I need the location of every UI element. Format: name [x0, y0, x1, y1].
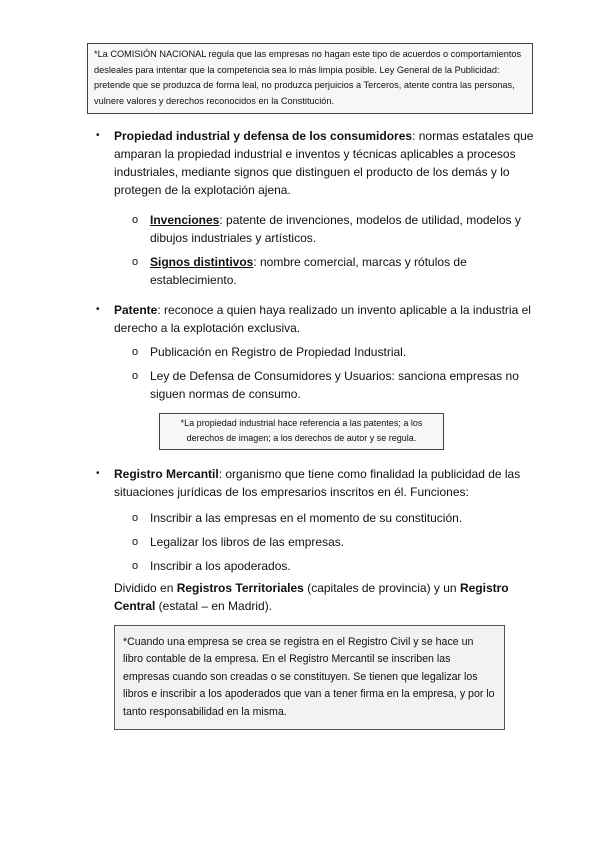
- registros-territoriales: Registros Territoriales: [176, 581, 304, 595]
- sub-bullet-icon: o: [132, 346, 139, 358]
- publicacion-text: Publicación en Registro de Propiedad Industrial.: [150, 345, 407, 359]
- sub-bullet-icon: o: [132, 256, 139, 268]
- sub-item-invenciones: [132, 211, 536, 247]
- dividido-part2: (capitales de provincia) y un: [303, 581, 460, 595]
- signos-title: Signos distintivos: [150, 255, 254, 269]
- patente-paragraph: [114, 301, 536, 337]
- section-patente: [96, 301, 536, 403]
- sub-item-ley-defensa: [132, 367, 536, 403]
- dividido-part3: (estatal – en Madrid).: [155, 599, 273, 613]
- note-propiedad-industrial: *La propiedad industrial hace referencia a las patentes; a los derechos de imagen; a los derechos de autor y se regula.: [159, 413, 444, 450]
- registro-central: Registro Central: [114, 581, 509, 613]
- sub-item-inscribir-apoderados: [132, 557, 536, 575]
- sub-bullet-icon: o: [132, 536, 139, 548]
- propiedad-title: Propiedad industrial y defensa de los consumidores: [114, 129, 413, 143]
- signos-text: : nombre comercial, marcas y rótulos de establecimiento.: [150, 255, 467, 287]
- bullet-icon: •: [96, 304, 100, 315]
- propiedad-paragraph: [114, 127, 536, 199]
- sub-bullet-icon: o: [132, 370, 139, 382]
- bullet-icon: •: [96, 130, 100, 141]
- propiedad-text: : normas estatales que amparan la propiedad industrial e inventos y técnicas aplicables a procesos industriales, mediante signos que distinguen el producto de los demás y lo protegen de la explotación ajena.: [114, 129, 534, 197]
- dividido-part1: Dividido en: [114, 581, 177, 595]
- note-comision-nacional: *La COMISIÓN NACIONAL regula que las empresas no hagan este tipo de acuerdos o comportamientos desleales para intentar que la competencia sea lo más limpia posible. Ley General de la Publicidad: pretende que se produzca de forma leal, no produzca perjuicios a Terceros, atente contra las personas, vulnere valores y derechos reconocidos en la Constitución.: [87, 43, 533, 114]
- inscribir-apoderados-text: Inscribir a los apoderados.: [150, 559, 291, 573]
- legalizar-libros-text: Legalizar los libros de las empresas.: [150, 535, 345, 549]
- sub-bullet-icon: o: [132, 512, 139, 524]
- registro-title: Registro Mercantil: [114, 467, 219, 481]
- note-registro-civil: *Cuando una empresa se crea se registra en el Registro Civil y se hace un libro contable de la empresa. En el Registro Mercantil se inscriben las empresas cuando son creadas o se constituyen. Se tienen que legalizar los libros e inscribir a los apoderados que van a tener firma en la empresa, y por lo tanto responsabilidad en la misma.: [114, 625, 505, 730]
- registro-paragraph: [114, 465, 536, 501]
- patente-title: Patente: [114, 303, 158, 317]
- section-registro-mercantil: [96, 465, 536, 575]
- registro-text: : organismo que tiene como finalidad la publicidad de las situaciones jurídicas de los empresarios inscritos en él. Funciones:: [114, 467, 521, 499]
- sub-item-legalizar-libros: [132, 533, 536, 551]
- invenciones-text: : patente de invenciones, modelos de utilidad, modelos y dibujos industriales y artísticos.: [150, 213, 521, 245]
- section-propiedad-industrial: [96, 127, 536, 289]
- patente-text: : reconoce a quien haya realizado un invento aplicable a la industria el derecho a la explotación exclusiva.: [114, 303, 531, 335]
- inscribir-empresas-text: Inscribir a las empresas en el momento de su constitución.: [150, 511, 463, 525]
- sub-item-publicacion: [132, 343, 536, 361]
- invenciones-title: Invenciones: [150, 213, 220, 227]
- dividido-paragraph: [114, 579, 524, 615]
- sub-bullet-icon: o: [132, 560, 139, 572]
- sub-bullet-icon: o: [132, 214, 139, 226]
- ley-defensa-text: Ley de Defensa de Consumidores y Usuarios: sanciona empresas no siguen normas de consumo.: [150, 369, 519, 401]
- sub-item-signos: [132, 253, 536, 289]
- sub-item-inscribir-empresas: [132, 509, 536, 527]
- bullet-icon: •: [96, 468, 100, 479]
